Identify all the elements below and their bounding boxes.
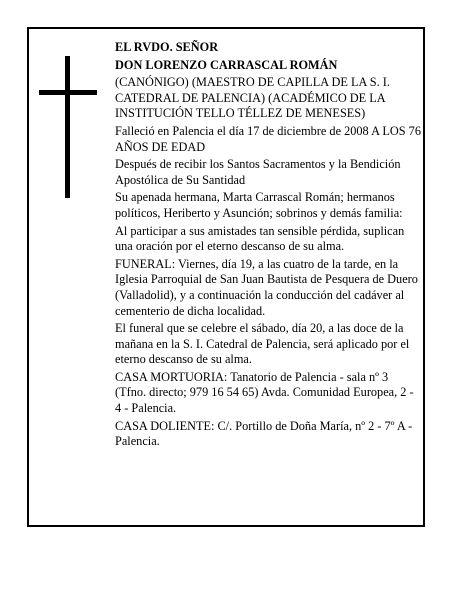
death-statement: Falleció en Palencia el día 17 de diciembre de 2008 A LOS 76 AÑOS DE EDAD: [115, 123, 421, 154]
family-home-details: CASA DOLIENTE: C/. Portillo de Doña María, nº 2 - 7º A - Palencia.: [115, 418, 413, 449]
cross-vertical-bar: [65, 56, 70, 198]
prayer-request: Al participar a sus amistades tan sensible pérdida, suplican una oración por el eterno descanso de su alma.: [115, 223, 405, 254]
honorific-title: EL RVDO. SEÑOR: [115, 40, 219, 54]
cross-icon: [39, 56, 97, 198]
deceased-name: DON LORENZO CARRASCAL ROMÁN: [115, 57, 338, 72]
obituary-frame: [27, 27, 425, 527]
funeral-details: FUNERAL: Viernes, día 19, a las cuatro de la tarde, en la Iglesia Parroquial de San Juan Bautista de Pesquera de Duero (Valladolid), y a continuación la conducción del cadáver al cementerio de dicha localidad.: [115, 256, 418, 318]
mortuary-details: CASA MORTUORIA: Tanatorio de Palencia - sala nº 3 (Tfno. directo; 979 16 54 65) Avda. Comunidad Europea, 2 - 4 - Palencia.: [115, 369, 414, 416]
cross-horizontal-bar: [39, 90, 97, 95]
sacraments-statement: Después de recibir los Santos Sacramentos y la Bendición Apostólica de Su Santidad: [115, 157, 401, 187]
memorial-mass-details: El funeral que se celebre el sábado, día 20, a las doce de la mañana en la S. I. Catedral de Palencia, será aplicado por el eterno descanso de su alma.: [115, 321, 410, 367]
family-list: Su apenada hermana, Marta Carrascal Román; hermanos políticos, Heriberto y Asunción; sobrinos y demás familia:: [115, 190, 403, 220]
obituary-text: [115, 40, 422, 452]
deceased-roles: (CANÓNIGO) (MAESTRO DE CAPILLA DE LA S. I. CATEDRAL DE PALENCIA) (ACADÉMICO DE LA INSTITUCIÓN TELLO TÉLLEZ DE MENESES): [115, 75, 390, 121]
